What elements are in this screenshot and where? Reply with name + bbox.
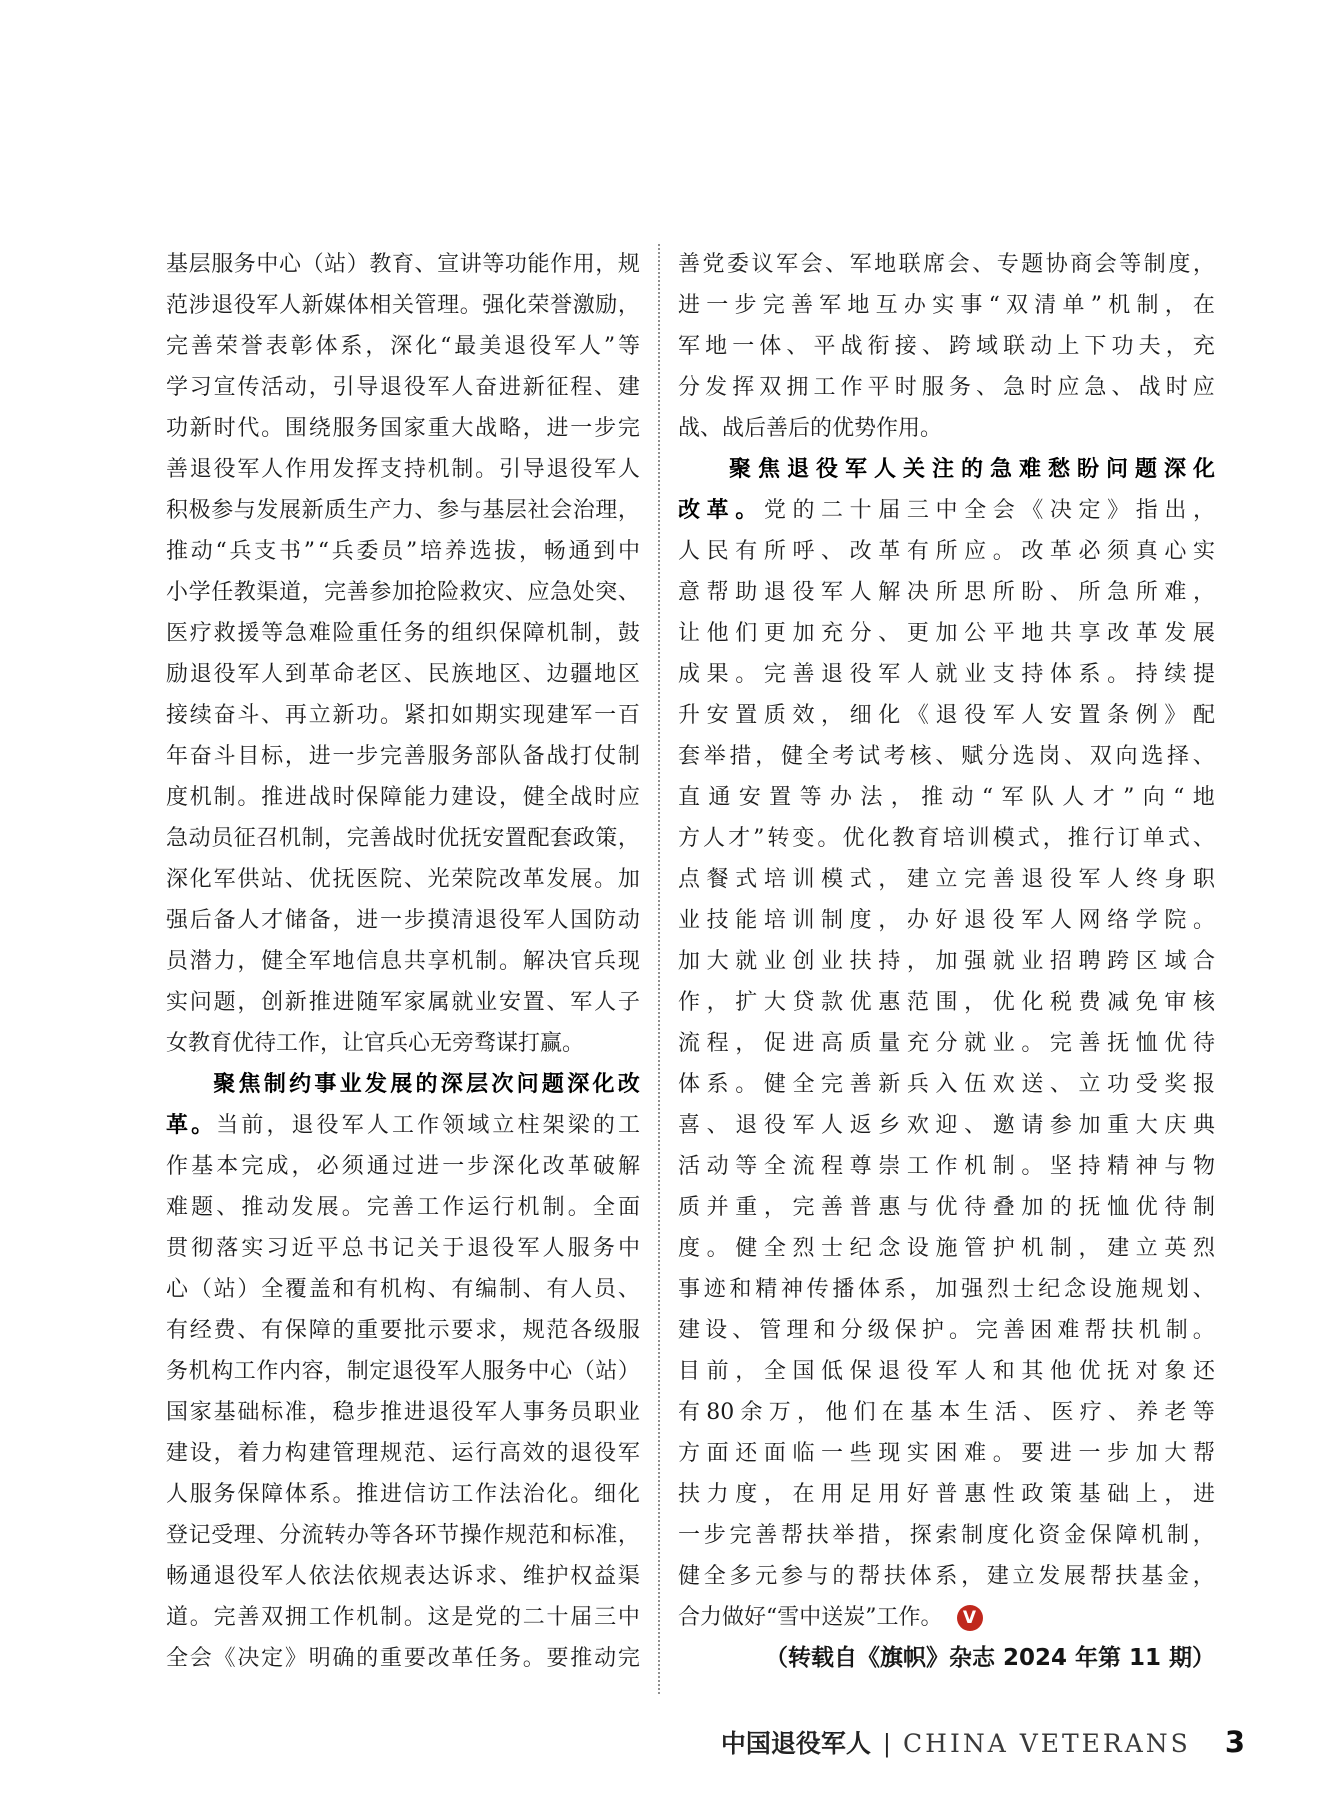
magazine-title-en: CHINA VETERANS bbox=[903, 1729, 1191, 1758]
article-column-right bbox=[678, 244, 1215, 1679]
text-line: 全 会 《 决 定 》 明 确 的 重 要 改 革 任 务 。 要 推 动 完 bbox=[166, 1646, 640, 1671]
paragraph-indent bbox=[166, 1064, 210, 1105]
text-line: 人 民 有 所 呼 、 改 革 有 所 应 。 改 革 必 须 真 心 实 bbox=[678, 539, 1215, 564]
text-line: 升 安 置 质 效 ， 细 化 《 退 役 军 人 安 置 条 例 》 配 bbox=[678, 703, 1215, 728]
text-line: 贯 彻 落 实 习 近 平 总 书 记 关 于 退 役 军 人 服 务 中 bbox=[166, 1236, 640, 1261]
text-line: 意 帮 助 退 役 军 人 解 决 所 思 所 盼 、 所 急 所 难 ， bbox=[678, 580, 1215, 605]
text-line: 让 他 们 更 加 充 分 、 更 加 公 平 地 共 享 改 革 发 展 bbox=[678, 621, 1215, 646]
column-divider bbox=[658, 244, 660, 1694]
text-line: 点 餐 式 培 训 模 式 ， 建 立 完 善 退 役 军 人 终 身 职 bbox=[678, 867, 1215, 892]
text-line: 善 退 役 军 人 作 用 发 挥 支 持 机 制 。 引 导 退 役 军 人 bbox=[166, 457, 640, 482]
text-line: 流 程 ， 促 进 高 质 量 充 分 就 业 。 完 善 抚 恤 优 待 bbox=[678, 1031, 1215, 1056]
text-line: 强 后 备 人 才 储 备 ， 进 一 步 摸 清 退 役 军 人 国 防 动 bbox=[166, 908, 640, 933]
text-line: 业 技 能 培 训 制 度 ， 办 好 退 役 军 人 网 络 学 院 。 bbox=[678, 908, 1215, 933]
page-number: 3 bbox=[1224, 1725, 1245, 1759]
text-line: 实 问 题 ， 创 新 推 进 随 军 家 属 就 业 安 置 、 军 人 子 bbox=[166, 990, 640, 1015]
article-column-left bbox=[166, 244, 640, 1679]
text-line: 目 前 ， 全 国 低 保 退 役 军 人 和 其 他 优 抚 对 象 还 bbox=[678, 1359, 1215, 1384]
text-line: 女教育优待工作，让官兵心无旁骛谋打赢。 bbox=[166, 1031, 585, 1056]
text-line: 度 。 健 全 烈 士 纪 念 设 施 管 护 机 制 ， 建 立 英 烈 bbox=[678, 1236, 1215, 1261]
article-end-mark-icon: V bbox=[957, 1605, 983, 1631]
text-line: 建 设 ， 着 力 构 建 管 理 规 范 、 运 行 高 效 的 退 役 军 bbox=[166, 1441, 640, 1466]
page-footer bbox=[721, 1724, 1245, 1760]
text-line: 聚 焦 制 约 事 业 发 展 的 深 层 次 问 题 深 化 改 bbox=[166, 1064, 640, 1105]
text-line: 道 。 完 善 双 拥 工 作 机 制 。 这 是 党 的 二 十 届 三 中 bbox=[166, 1605, 640, 1630]
text-line: 心 （ 站 ） 全 覆 盖 和 有 机 构 、 有 编 制 、 有 人 员 、 bbox=[166, 1277, 640, 1302]
text-line: 战、战后善后的优势作用。 bbox=[678, 416, 943, 441]
text-line: 务 机 构 工 作 内 容 ， 制 定 退 役 军 人 服 务 中 心 （ 站 ） bbox=[166, 1359, 640, 1384]
text-line: 功 新 时 代 。 围 绕 服 务 国 家 重 大 战 略 ， 进 一 步 完 bbox=[166, 416, 640, 441]
text-line: 年 奋 斗 目 标 ， 进 一 步 完 善 服 务 部 队 备 战 打 仗 制 bbox=[166, 744, 640, 769]
text-line: 积 极 参 与 发 展 新 质 生 产 力 、 参 与 基 层 社 会 治 理 ， bbox=[166, 498, 640, 523]
text-line: 人 服 务 保 障 体 系 。 推 进 信 访 工 作 法 治 化 。 细 化 bbox=[166, 1482, 640, 1507]
text-line: 度 机 制 。 推 进 战 时 保 障 能 力 建 设 ， 健 全 战 时 应 bbox=[166, 785, 640, 810]
text-line: 聚 焦 退 役 军 人 关 注 的 急 难 愁 盼 问 题 深 化 bbox=[678, 449, 1215, 490]
text-line: 接 续 奋 斗 、 再 立 新 功 。 紧 扣 如 期 实 现 建 军 一 百 bbox=[166, 703, 640, 728]
text-line: 改 革 。 党 的 二 十 届 三 中 全 会 《 决 定 》 指 出 ， bbox=[678, 497, 1215, 523]
text-line: 进 一 步 完 善 军 地 互 办 实 事 “ 双 清 单 ” 机 制 ， 在 bbox=[678, 293, 1215, 318]
text-line: 方 人 才 ” 转 变 。 优 化 教 育 培 训 模 式 ， 推 行 订 单 式 、 bbox=[678, 826, 1215, 851]
text-line: 作 ， 扩 大 贷 款 优 惠 范 围 ， 优 化 税 费 减 免 审 核 bbox=[678, 990, 1215, 1015]
text-line: 革 。 当 前 ， 退 役 军 人 工 作 领 域 立 柱 架 梁 的 工 bbox=[166, 1112, 640, 1138]
text-line: 喜 、 退 役 军 人 返 乡 欢 迎 、 邀 请 参 加 重 大 庆 典 bbox=[678, 1113, 1215, 1138]
text-line: 直 通 安 置 等 办 法 ， 推 动 “ 军 队 人 才 ” 向 “ 地 bbox=[678, 785, 1215, 810]
text-line: 国 家 基 础 标 准 ， 稳 步 推 进 退 役 军 人 事 务 员 职 业 bbox=[166, 1400, 640, 1425]
text-line: 活 动 等 全 流 程 尊 崇 工 作 机 制 。 坚 持 精 神 与 物 bbox=[678, 1154, 1215, 1179]
text-line: 扶 力 度 ， 在 用 足 用 好 普 惠 性 政 策 基 础 上 ， 进 bbox=[678, 1482, 1215, 1507]
text-line: 深 化 军 供 站 、 优 抚 医 院 、 光 荣 院 改 革 发 展 。 加 bbox=[166, 867, 640, 892]
text-line: 建 设 、 管 理 和 分 级 保 护 。 完 善 困 难 帮 扶 机 制 。 bbox=[678, 1318, 1215, 1343]
text-line: 作 基 本 完 成 ， 必 须 通 过 进 一 步 深 化 改 革 破 解 bbox=[166, 1154, 640, 1179]
text-line: 一 步 完 善 帮 扶 举 措 ， 探 索 制 度 化 资 金 保 障 机 制 ， bbox=[678, 1523, 1215, 1548]
text-line: 员 潜 力 ， 健 全 军 地 信 息 共 享 机 制 。 解 决 官 兵 现 bbox=[166, 949, 640, 974]
text-line: 推 动 “ 兵 支 书 ” “ 兵 委 员 ” 培 养 选 拔 ， 畅 通 到 中 bbox=[166, 539, 640, 564]
text-line: 范 涉 退 役 军 人 新 媒 体 相 关 管 理 。 强 化 荣 誉 激 励 ， bbox=[166, 293, 640, 318]
text-line: 体 系 。 健 全 完 善 新 兵 入 伍 欢 送 、 立 功 受 奖 报 bbox=[678, 1072, 1215, 1097]
text-line: 畅 通 退 役 军 人 依 法 依 规 表 达 诉 求 、 维 护 权 益 渠 bbox=[166, 1564, 640, 1589]
paragraph-indent bbox=[678, 449, 722, 490]
text-line: 健 全 多 元 参 与 的 帮 扶 体 系 ， 建 立 发 展 帮 扶 基 金 ， bbox=[678, 1564, 1215, 1589]
text-line: 学 习 宣 传 活 动 ， 引 导 退 役 军 人 奋 进 新 征 程 、 建 bbox=[166, 375, 640, 400]
text-line: 套 举 措 ， 健 全 考 试 考 核 、 赋 分 选 岗 、 双 向 选 择 、 bbox=[678, 744, 1215, 769]
text-line: 基 层 服 务 中 心 （ 站 ） 教 育 、 宣 讲 等 功 能 作 用 ， 规 bbox=[166, 252, 640, 277]
text-line: 分 发 挥 双 拥 工 作 平 时 服 务 、 急 时 应 急 、 战 时 应 bbox=[678, 375, 1215, 400]
text-line: 军 地 一 体 、 平 战 衔 接 、 跨 域 联 动 上 下 功 夫 ， 充 bbox=[678, 334, 1215, 359]
text-line: 医 疗 救 援 等 急 难 险 重 任 务 的 组 织 保 障 机 制 ， 鼓 bbox=[166, 621, 640, 646]
text-line: 有 80 余 万 ， 他 们 在 基 本 生 活 、 医 疗 、 养 老 等 bbox=[678, 1400, 1215, 1425]
text-line: 难 题 、 推 动 发 展 。 完 善 工 作 运 行 机 制 。 全 面 bbox=[166, 1195, 640, 1220]
text-line: 方 面 还 面 临 一 些 现 实 困 难 。 要 进 一 步 加 大 帮 bbox=[678, 1441, 1215, 1466]
text-line: 成 果 。 完 善 退 役 军 人 就 业 支 持 体 系 。 持 续 提 bbox=[678, 662, 1215, 687]
text-line: 善 党 委 议 军 会 、 军 地 联 席 会 、 专 题 协 商 会 等 制 度 ， bbox=[678, 252, 1215, 277]
text-line: 合力做好“雪中送炭”工作。 V bbox=[678, 1597, 1215, 1638]
text-line: 加 大 就 业 创 业 扶 持 ， 加 强 就 业 招 聘 跨 区 域 合 bbox=[678, 949, 1215, 974]
text-line: 有 经 费 、 有 保 障 的 重 要 批 示 要 求 ， 规 范 各 级 服 bbox=[166, 1318, 640, 1343]
text-line: 急 动 员 征 召 机 制 ， 完 善 战 时 优 抚 安 置 配 套 政 策 ， bbox=[166, 826, 640, 851]
footer-separator: | bbox=[882, 1730, 892, 1758]
text-line: 小 学 任 教 渠 道 ， 完 善 参 加 抢 险 救 灾 、 应 急 处 突 、 bbox=[166, 580, 640, 605]
text-line: 事 迹 和 精 神 传 播 体 系 ， 加 强 烈 士 纪 念 设 施 规 划 、 bbox=[678, 1277, 1215, 1302]
text-line: 登 记 受 理 、 分 流 转 办 等 各 环 节 操 作 规 范 和 标 准 ， bbox=[166, 1523, 640, 1548]
magazine-title-cn: 中国退役军人 bbox=[720, 1729, 871, 1758]
text-line: 质 并 重 ， 完 善 普 惠 与 优 待 叠 加 的 抚 恤 优 待 制 bbox=[678, 1195, 1215, 1220]
citation-line: （转载自《旗帜》杂志 2024 年第 11 期） bbox=[764, 1645, 1215, 1671]
text-line: 励 退 役 军 人 到 革 命 老 区 、 民 族 地 区 、 边 疆 地 区 bbox=[166, 662, 640, 687]
text-line: 完 善 荣 誉 表 彰 体 系 ， 深 化 “ 最 美 退 役 军 人 ” 等 bbox=[166, 334, 640, 359]
